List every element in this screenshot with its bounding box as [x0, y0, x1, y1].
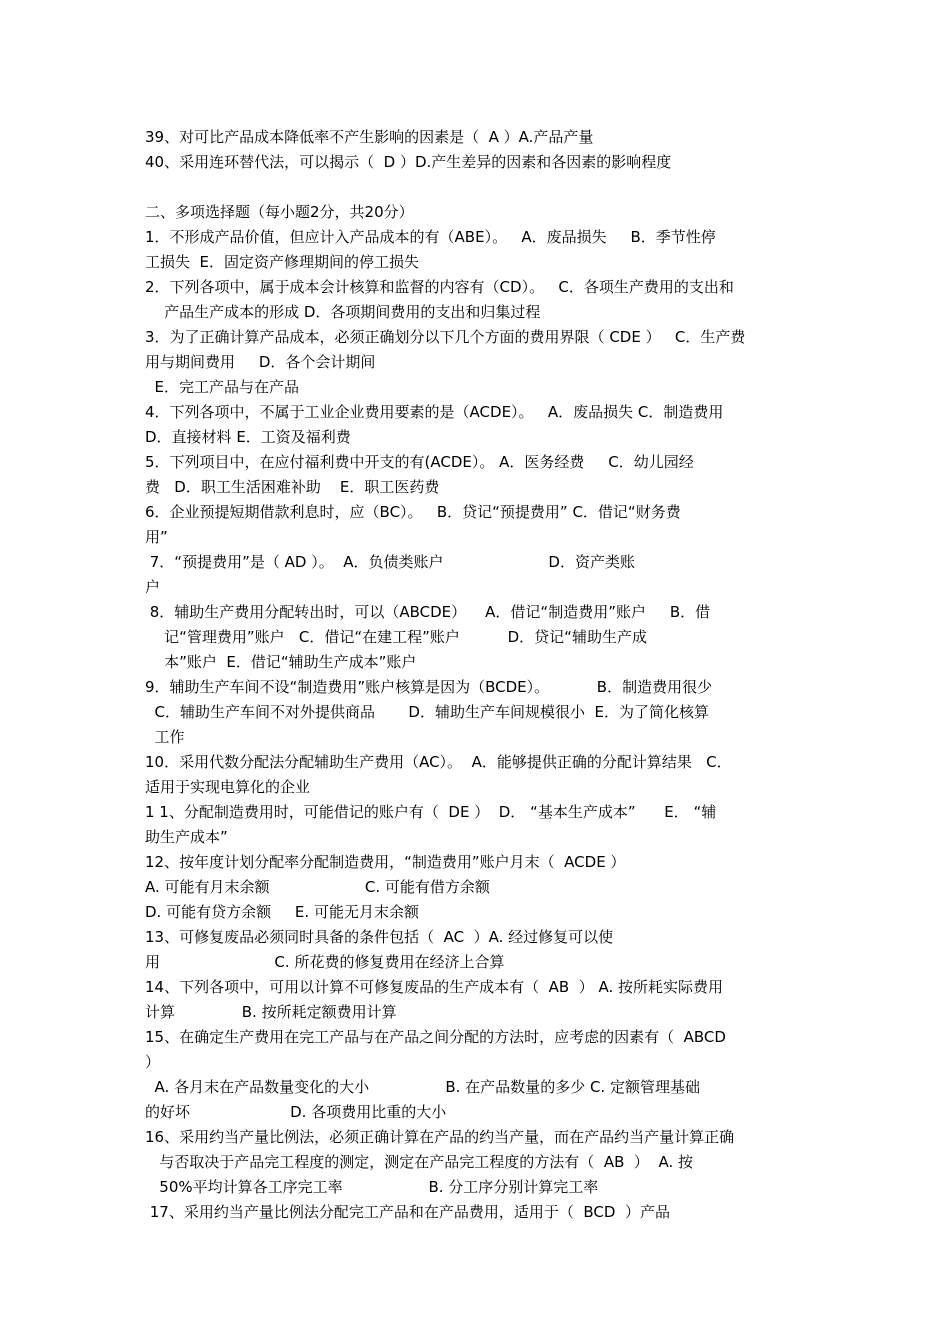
- question-10-line-1: 10．采用代数分配法分配辅助生产费用（AC）。 A．能够提供正确的分配计算结果 C．: [145, 753, 732, 771]
- question-14-line-1: 14、下列各项中，可用以计算不可修复废品的生产成本有（ AB ） A. 按所耗实际费用: [145, 978, 724, 996]
- question-1-line-1: 1．不形成产品价值，但应计入产品成本的有（ABE）。 A．废品损失 B．季节性停: [145, 228, 716, 246]
- question-6-line-1: 6．企业预提短期借款利息时，应（BC）。 B．贷记“预提费用” C．借记“财务费: [145, 503, 681, 521]
- question-12-line-3: D. 可能有贷方余额 E. 可能无月末余额: [145, 903, 419, 921]
- question-8-line-1: 8．辅助生产费用分配转出时，可以（ABCDE） A．借记“制造费用”账户 B．借: [145, 603, 711, 621]
- question-15-line-4: 的好坏 D. 各项费用比重的大小: [145, 1103, 447, 1121]
- question-12-line-1: 12、按年度计划分配率分配制造费用，“制造费用”账户月末（ ACDE ）: [145, 853, 626, 871]
- question-3-line-3: E．完工产品与在产品: [145, 378, 300, 396]
- question-3-line-1: 3．为了正确计算产品成本，必须正确划分以下几个方面的费用界限（ CDE ） C．生产费: [145, 328, 746, 346]
- question-17-line-1: 17、采用约当产量比例法分配完工产品和在产品费用，适用于（ BCD ）产品: [145, 1203, 670, 1221]
- question-4-line-1: 4．下列各项中，不属于工业企业费用要素的是（ACDE）。 A．废品损失 C．制造费用: [145, 403, 724, 421]
- section-heading-multiple-choice: 二、多项选择题（每小题2分，共20分）: [145, 203, 414, 221]
- question-11-line-1: 1 1、分配制造费用时，可能借记的账户有（ DE ） D． “基本生产成本” E． “辅: [145, 803, 717, 821]
- question-4-line-2: D．直接材料 E．工资及福利费: [145, 428, 351, 446]
- question-9-line-3: 工作: [145, 728, 185, 746]
- question-15-line-1: 15、在确定生产费用在完工产品与在产品之间分配的方法时，应考虑的因素有（ ABCD: [145, 1028, 726, 1046]
- question-7-line-1: 7．“预提费用”是（ AD ）。 A．负债类账户 D．资产类账: [145, 553, 635, 571]
- question-9-line-2: C．辅助生产车间不对外提供商品 D．辅助生产车间规模很小 E．为了简化核算: [145, 703, 709, 721]
- question-1-line-2: 工损失 E．固定资产修理期间的停工损失: [145, 253, 420, 271]
- question-2-line-2: 产品生产成本的形成 D．各项期间费用的支出和归集过程: [145, 303, 541, 321]
- question-5-line-1: 5．下列项目中，在应付福利费中开支的有(ACDE）。 A．医务经费 C．幼儿园经: [145, 453, 694, 471]
- question-8-line-3: 本”账户 E．借记“辅助生产成本”账户: [145, 653, 417, 671]
- question-16-line-3: 50%平均计算各工序完工率 B. 分工序分别计算完工率: [145, 1178, 599, 1196]
- question-12-line-2: A. 可能有月末余额 C. 可能有借方余额: [145, 878, 490, 896]
- question-10-line-2: 适用于实现电算化的企业: [145, 778, 311, 796]
- question-6-line-2: 用”: [145, 528, 168, 546]
- question-16-line-1: 16、采用约当产量比例法，必须正确计算在产品的约当产量，而在产品约当产量计算正确: [145, 1128, 735, 1146]
- question-40: 40、采用连环替代法，可以揭示（ D ）D.产生差异的因素和各因素的影响程度: [145, 153, 672, 171]
- question-14-line-2: 计算 B. 按所耗定额费用计算: [145, 1003, 397, 1021]
- question-5-line-2: 费 D．职工生活困难补助 E．职工医药费: [145, 478, 440, 496]
- question-9-line-1: 9．辅助生产车间不设“制造费用”账户核算是因为（BCDE）。 B．制造费用很少: [145, 678, 713, 696]
- question-7-line-2: 户: [145, 578, 161, 596]
- question-39: 39、对可比产品成本降低率不产生影响的因素是（ A ）A.产品产量: [145, 128, 594, 146]
- question-11-line-2: 助生产成本”: [145, 828, 228, 846]
- question-3-line-2: 用与期间费用 D．各个会计期间: [145, 353, 376, 371]
- question-16-line-2: 与否取决于产品完工程度的测定，测定在产品完工程度的方法有（ AB ） A. 按: [145, 1153, 694, 1171]
- question-15-line-2: ）: [145, 1053, 161, 1071]
- question-15-line-3: A. 各月末在产品数量变化的大小 B. 在产品数量的多少 C. 定额管理基础: [145, 1078, 700, 1096]
- question-13-line-2: 用 C. 所花费的修复费用在经济上合算: [145, 953, 505, 971]
- question-8-line-2: 记“管理费用”账户 C．借记“在建工程”账户 D．贷记“辅助生产成: [145, 628, 647, 646]
- question-2-line-1: 2．下列各项中，属于成本会计核算和监督的内容有（CD）。 C．各项生产费用的支出和: [145, 278, 734, 296]
- question-13-line-1: 13、可修复废品必须同时具备的条件包括（ AC ）A. 经过修复可以使: [145, 928, 614, 946]
